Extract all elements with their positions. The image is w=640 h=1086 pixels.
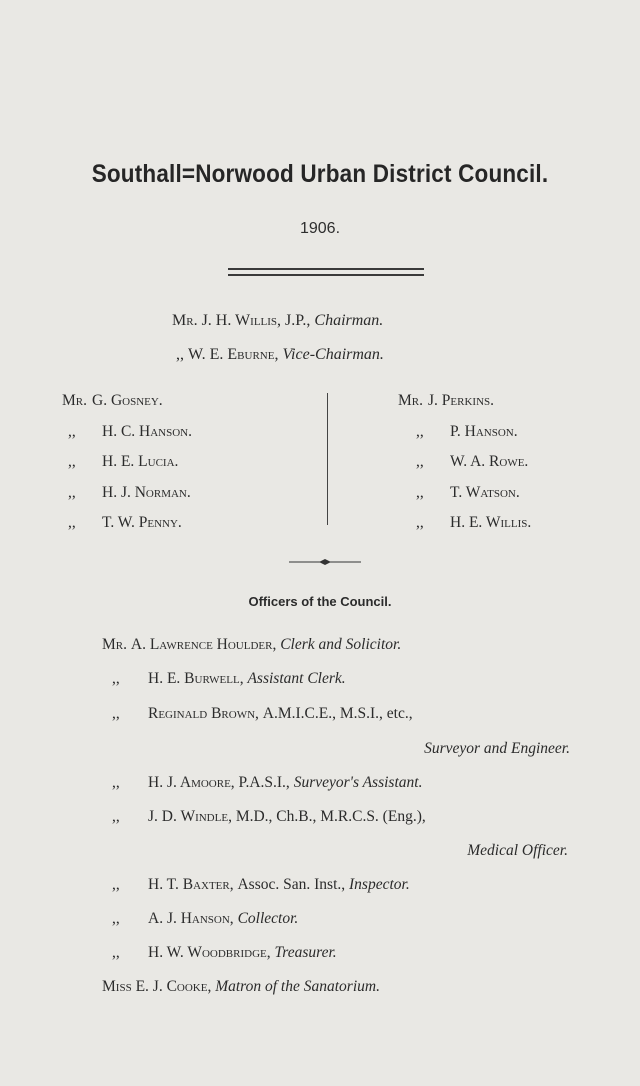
officer-name: A. J. Hanson, (148, 910, 238, 927)
officer-row (112, 670, 346, 688)
officer-row (102, 978, 380, 996)
officer-row (102, 636, 401, 654)
ditto-mark: ,, (112, 910, 120, 927)
member-name: H. C. Hanson. (102, 422, 192, 440)
member-name: G. Gosney. (92, 392, 163, 409)
officer-qualifications: Assoc. San. Inst., (237, 876, 349, 893)
officers-heading: Officers of the Council. (248, 594, 392, 609)
ornament-divider-icon (289, 558, 361, 566)
officer-row (112, 774, 422, 792)
officer-role-continuation: Surveyor and Engineer. (424, 740, 570, 757)
officer-qualifications: M.D., Ch.B., M.R.C.S. (Eng.), (235, 808, 426, 825)
ditto-mark: ,, (112, 670, 120, 687)
ditto-mark: ,, (416, 422, 424, 440)
member-name: T. W. Penny. (102, 514, 182, 531)
officer-name: J. D. Windle, (148, 808, 236, 825)
officer-role-continuation: Medical Officer. (467, 842, 568, 859)
ditto-mark: ,, (68, 514, 76, 531)
officer-role: Assistant Clerk. (247, 670, 346, 687)
officer-name: H. E. Burwell, (148, 670, 248, 687)
ditto-mark: ,, (112, 808, 120, 825)
ditto-mark: ,, (416, 483, 424, 501)
ditto-mark: ,, (112, 876, 120, 893)
year-heading: 1906. (299, 220, 341, 237)
ditto-mark: ,, (176, 346, 184, 363)
officer-qualifications: A.M.I.C.E., M.S.I., etc., (262, 705, 413, 722)
ditto-mark: Mr. (102, 636, 127, 653)
officer-role: Matron of the Sanatorium. (215, 978, 380, 995)
officer-row (112, 808, 426, 826)
officer-role: Treasurer. (274, 944, 337, 961)
column-divider (327, 393, 328, 525)
officer-row (112, 705, 413, 723)
member-row (398, 514, 531, 545)
member-row (398, 423, 531, 454)
member-row (398, 484, 531, 515)
vice-chairman-name: W. E. Eburne, (188, 346, 283, 363)
member-name: W. A. Rowe. (450, 453, 529, 470)
ditto-mark: ,, (68, 422, 76, 440)
officer-name: E. J. Cooke, (135, 978, 216, 995)
member-name: T. Watson. (450, 483, 520, 501)
vice-chairman-role: Vice-Chairman. (282, 346, 384, 363)
ditto-mark: ,, (112, 944, 120, 961)
ditto-mark: ,, (416, 514, 424, 531)
double-rule-divider (228, 268, 424, 276)
member-row (62, 453, 192, 484)
ditto-mark: Miss (102, 978, 132, 995)
ditto-mark: ,, (68, 453, 76, 470)
officer-row (112, 876, 410, 894)
member-name: P. Hanson. (450, 422, 518, 440)
ditto-mark: ,, (112, 705, 120, 722)
ditto-mark: Mr. (398, 392, 423, 409)
member-row (62, 392, 192, 423)
officer-role: Clerk and Solicitor. (280, 636, 402, 653)
ditto-mark: ,, (68, 483, 76, 501)
member-name: H. J. Norman. (102, 483, 191, 501)
officer-role: Surveyor's Assistant. (293, 774, 423, 791)
member-row (62, 423, 192, 454)
ditto-mark: ,, (112, 774, 120, 791)
page-title: Southall=Norwood Urban District Council. (91, 160, 549, 188)
members-left-column (62, 392, 192, 545)
member-row (62, 484, 192, 515)
officer-row (112, 910, 298, 928)
ditto-mark: Mr. (62, 392, 87, 409)
chairman-role: Chairman. (314, 312, 384, 329)
chairman-name: Mr. J. H. Willis, J.P., (172, 312, 315, 329)
officer-row (112, 944, 337, 962)
member-row (62, 514, 192, 545)
member-name: H. E. Lucia. (102, 453, 179, 470)
chairman-line (172, 312, 383, 330)
member-name: H. E. Willis. (450, 514, 532, 531)
officer-name: H. J. Amoore, (148, 774, 239, 791)
vice-chairman-line (176, 346, 384, 364)
ditto-mark: ,, (416, 453, 424, 470)
member-name: J. Perkins. (428, 392, 495, 409)
officer-role: Collector. (237, 910, 299, 927)
members-right-column (398, 392, 531, 545)
officer-name: A. Lawrence Houlder, (130, 636, 281, 653)
member-row (398, 453, 531, 484)
officer-role: Inspector. (349, 876, 410, 893)
officer-name: H. W. Woodbridge, (148, 944, 275, 961)
officer-name: Reginald Brown, (148, 705, 263, 722)
officer-qualifications: P.A.S.I., (238, 774, 294, 791)
member-row (398, 392, 531, 423)
officer-name: H. T. Baxter, (148, 876, 238, 893)
